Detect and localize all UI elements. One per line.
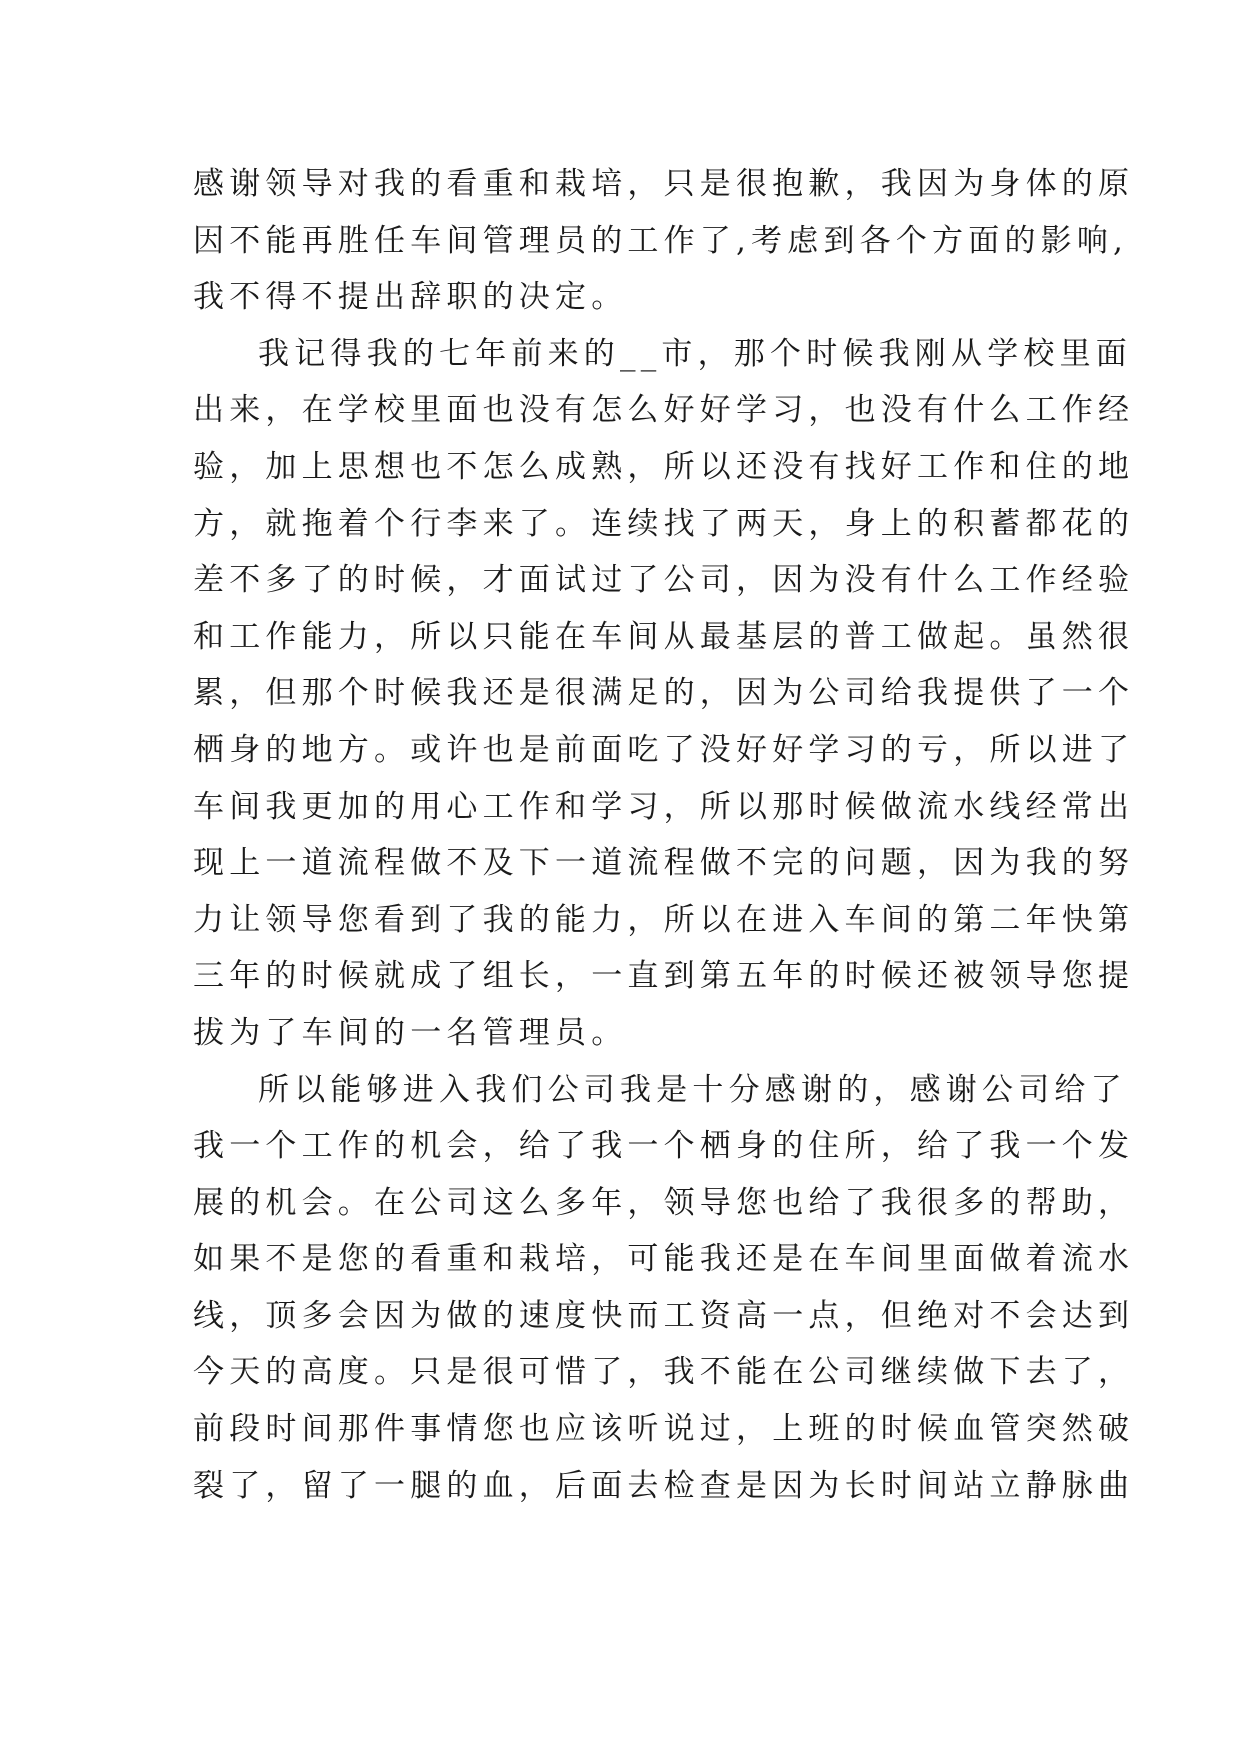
text-line: 因不能再胜任车间管理员的工作了,考虑到各个方面的影响, bbox=[193, 222, 1129, 259]
text-line: 我不得不提出辞职的决定。 bbox=[193, 279, 628, 316]
text-line: 今天的高度。只是很可惜了，我不能在公司继续做下去了， bbox=[193, 1354, 1135, 1391]
text-line: 累，但那个时候我还是很满足的，因为公司给我提供了一个 bbox=[193, 675, 1135, 712]
text-line: 验，加上思想也不怎么成熟，所以还没有找好工作和住的地 bbox=[193, 448, 1135, 485]
text-line: 方，就拖着个行李来了。连续找了两天，身上的积蓄都花的 bbox=[193, 505, 1135, 542]
paragraph-first-line: 我记得我的七年前来的__市，那个时候我刚从学校里面 bbox=[258, 335, 1132, 372]
text-line: 前段时间那件事情您也应该听说过，上班的时候血管突然破 bbox=[193, 1411, 1135, 1448]
text-line: 三年的时候就成了组长，一直到第五年的时候还被领导您提 bbox=[193, 958, 1135, 995]
text-line: 展的机会。在公司这么多年，领导您也给了我很多的帮助， bbox=[193, 1184, 1135, 1221]
document-body bbox=[193, 156, 1135, 1514]
text-line: 感谢领导对我的看重和栽培，只是很抱歉，我因为身体的原 bbox=[193, 166, 1135, 202]
text-line: 力让领导您看到了我的能力，所以在进入车间的第二年快第 bbox=[193, 901, 1135, 938]
text-line: 栖身的地方。或许也是前面吃了没好好学习的亏，所以进了 bbox=[193, 731, 1135, 768]
paragraph-first-line: 所以能够进入我们公司我是十分感谢的，感谢公司给了 bbox=[258, 1071, 1127, 1108]
text-line: 拔为了车间的一名管理员。 bbox=[193, 1014, 628, 1051]
text-line: 和工作能力，所以只能在车间从最基层的普工做起。虽然很 bbox=[193, 618, 1135, 655]
text-line: 差不多了的时候，才面试过了公司，因为没有什么工作经验 bbox=[193, 562, 1135, 599]
text-line: 如果不是您的看重和栽培，可能我还是在车间里面做着流水 bbox=[193, 1241, 1135, 1278]
text-line: 现上一道流程做不及下一道流程做不完的问题，因为我的努 bbox=[193, 845, 1135, 882]
text-line: 线，顶多会因为做的速度快而工资高一点，但绝对不会达到 bbox=[193, 1297, 1135, 1334]
text-line: 车间我更加的用心工作和学习，所以那时候做流水线经常出 bbox=[193, 788, 1135, 825]
text-line: 出来，在学校里面也没有怎么好好学习，也没有什么工作经 bbox=[193, 392, 1135, 429]
text-line: 我一个工作的机会，给了我一个栖身的住所，给了我一个发 bbox=[193, 1128, 1135, 1165]
text-line: 裂了，留了一腿的血，后面去检查是因为长时间站立静脉曲 bbox=[193, 1467, 1135, 1504]
